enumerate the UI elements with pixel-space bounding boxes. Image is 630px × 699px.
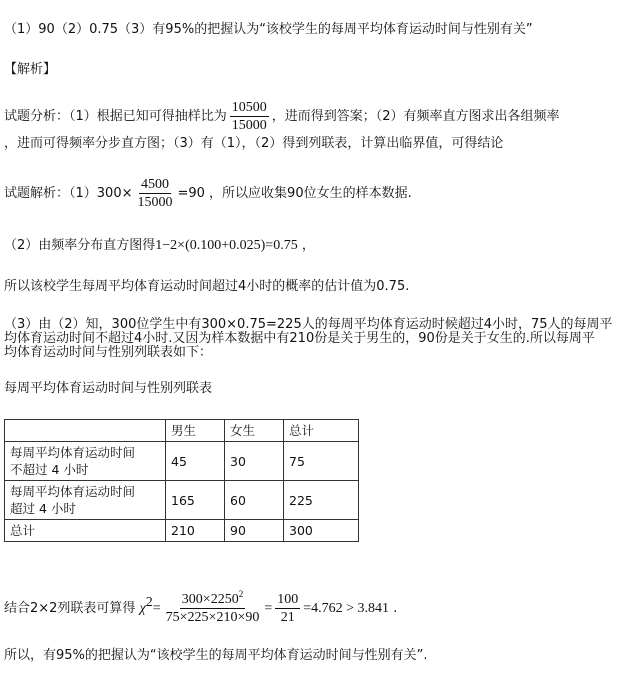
fraction-denominator: 15000 [137, 195, 173, 210]
fraction-numerator [180, 589, 245, 609]
total-cell: 300 [284, 520, 359, 542]
male-cell: 45 [166, 442, 225, 481]
contingency-table [4, 419, 359, 542]
male-cell: 165 [166, 481, 225, 520]
solution-3-line-3: 均体育运动时间与性别列联表如下： [4, 345, 213, 360]
row-label [5, 481, 166, 520]
equals-sign: = [264, 601, 273, 616]
solution-1 [4, 177, 412, 210]
solution-2 [4, 238, 315, 254]
row-label-line-2: 超过 4 小时 [10, 501, 76, 516]
final-conclusion: 所以，有95%的把握认为“该校学生的每周平均体育运动时间与性别有关”. [4, 648, 428, 663]
chi-suffix: . [393, 601, 398, 616]
table-header-cell: 女生 [225, 420, 284, 442]
analysis-suffix: ，进而得到答案；（2）有频率直方图求出各组频率 [271, 109, 560, 124]
numerator-exponent: 2 [238, 589, 244, 599]
solution-1-fraction [135, 177, 174, 210]
female-cell: 60 [225, 481, 284, 520]
row-label-line-1: 每周平均体育运动时间 [10, 445, 136, 460]
chi-square-line [4, 589, 398, 625]
fraction-numerator: 4500 [140, 177, 169, 192]
total-cell: 75 [284, 442, 359, 481]
table-row [5, 520, 359, 542]
table-header-cell: 总计 [284, 420, 359, 442]
total-cell: 225 [284, 481, 359, 520]
table-row [5, 442, 359, 481]
analysis-prefix: 试题分析：（1）根据已知可得抽样比为 [4, 109, 227, 124]
answer-line: （1）90（2）0.75（3）有95%的把握认为“该校学生的每周平均体育运动时间与性别有关” [4, 22, 533, 37]
solution-3-line-2: 均体育运动时间不超过4小时.又因为样本数据中有210份是关于男生的，90份是关于女生的.所以每周平 [4, 331, 595, 346]
fraction-numerator: 100 [277, 592, 299, 607]
chi-symbol: χ [139, 601, 146, 616]
table-row [5, 481, 359, 520]
solution-2-formula: 1−2×(0.100+0.025)=0.75 [155, 238, 298, 253]
table-title: 每周平均体育运动时间与性别列联表 [4, 381, 213, 396]
fraction-denominator: 21 [280, 610, 295, 625]
female-cell: 30 [225, 442, 284, 481]
equals-sign: = [152, 601, 161, 616]
table-header-row [5, 420, 359, 442]
solution-2-suffix: ， [297, 238, 315, 253]
numerator-text: 300×2250 [181, 592, 239, 607]
chi-result: =4.762 > 3.841 [303, 601, 390, 616]
section-header: 【解析】 [4, 62, 57, 77]
solution-2-text: （2）由频率分布直方图得 [4, 238, 156, 253]
male-cell: 210 [166, 520, 225, 542]
row-label [5, 442, 166, 481]
fraction-numerator: 10500 [231, 100, 267, 115]
table-header-cell [5, 420, 166, 442]
solution-1-suffix: =90 ，所以应收集90位女生的样本数据. [177, 186, 412, 201]
fraction-denominator: 15000 [231, 118, 267, 133]
analysis-line-2: ，进而可得频率分步直方图；（3）有（1），（2）得到列联表，计算出临界值，可得结论 [4, 136, 504, 151]
row-label: 总计 [5, 520, 166, 542]
solution-3-line-1: （3）由（2）知，300位学生中有300×0.75=225人的每周平均体育运动时候超过4小时，75人的每周平 [4, 317, 613, 332]
chi-fraction-2 [275, 592, 300, 625]
conclusion-2: 所以该校学生每周平均体育运动时间超过4小时的概率的估计值为0.75. [4, 279, 410, 294]
solution-1-prefix: 试题解析：（1）300× [4, 186, 133, 201]
female-cell: 90 [225, 520, 284, 542]
chi-exponent: 2 [145, 595, 153, 610]
fraction-denominator: 75×225×210×90 [165, 610, 260, 625]
chi-prefix: 结合2×2列联表可算得 [4, 601, 136, 616]
row-label-line-2: 不超过 4 小时 [10, 462, 89, 477]
row-label-line-1: 每周平均体育运动时间 [10, 484, 136, 499]
sampling-ratio-fraction [230, 100, 269, 133]
analysis-line-1 [4, 100, 560, 133]
table-header-cell: 男生 [166, 420, 225, 442]
chi-fraction-1 [164, 589, 262, 625]
